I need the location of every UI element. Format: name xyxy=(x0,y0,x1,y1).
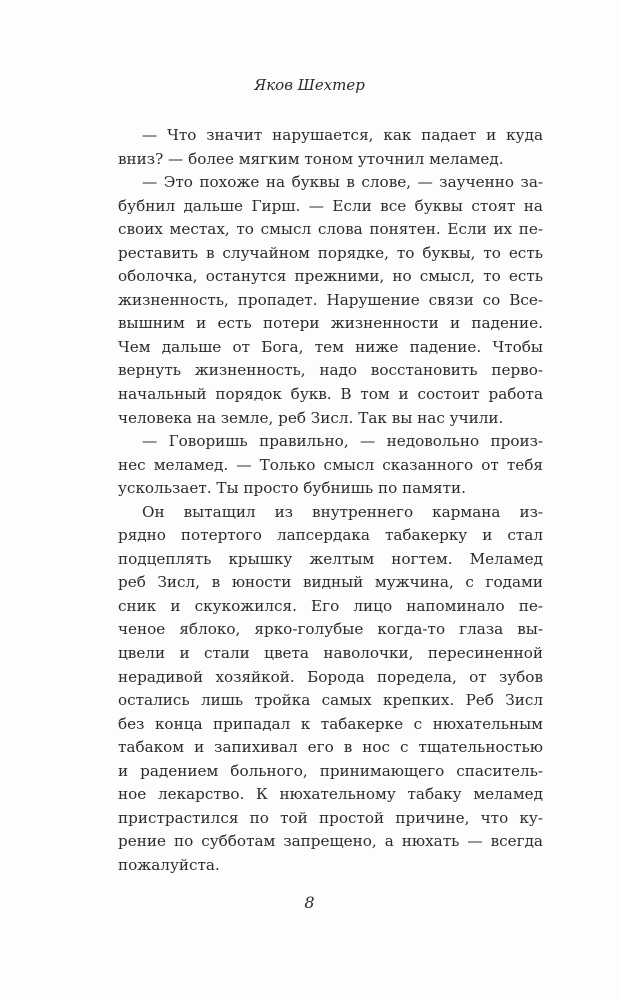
text-line: и радением больного, принимающего спаситель- xyxy=(118,761,543,780)
text-line: своих местах, то смысл слова понятен. Если их пе- xyxy=(118,220,543,239)
text-line: вернуть жизненность, надо восстановить перво- xyxy=(118,361,543,380)
running-head-author: Яков Шехтер xyxy=(254,76,365,94)
page-number: 8 xyxy=(304,893,315,912)
text-line: рение по субботам запрещено, а нюхать — всегда xyxy=(118,832,543,851)
text-line: оболочка, останутся прежними, но смысл, то есть xyxy=(118,267,543,286)
text-line: ное лекарство. К нюхательному табаку меламед xyxy=(118,785,543,804)
text-line: Чем дальше от Бога, тем ниже падение. Чтобы xyxy=(118,337,543,356)
text-line: реставить в случайном порядке, то буквы, то есть xyxy=(118,243,543,262)
body-text xyxy=(118,124,543,878)
text-line: подцеплять крышку желтым ногтем. Меламед xyxy=(118,549,543,568)
paragraph xyxy=(118,171,543,430)
text-line: остались лишь тройка самых крепких. Реб Зисл xyxy=(118,691,543,710)
text-line: нерадивой хозяйкой. Борода поредела, от зубов xyxy=(118,667,543,686)
text-line: Он вытащил из внутреннего кармана из- xyxy=(142,502,543,521)
text-line: пристрастился по той простой причине, что ку- xyxy=(118,808,543,827)
paragraph xyxy=(118,501,543,878)
text-line: пожалуйста. xyxy=(118,855,220,874)
text-line: вниз? — более мягким тоном уточнил меламед. xyxy=(118,149,504,168)
text-line: табаком и запихивал его в нос с тщательностью xyxy=(118,738,543,757)
text-line: ченое яблоко, ярко-голубые когда-то глаза вы- xyxy=(118,620,543,639)
text-line: — Это похоже на буквы в слове, — заученно за- xyxy=(142,173,543,192)
text-line: ускользает. Ты просто бубнишь по памяти. xyxy=(118,479,466,498)
text-line: человека на земле, реб Зисл. Так вы нас учили. xyxy=(118,408,504,427)
text-line: рядно потертого лапсердака табакерку и стал xyxy=(118,526,543,545)
text-line: вышним и есть потери жизненности и падение. xyxy=(118,314,543,333)
text-line: жизненность, пропадет. Нарушение связи со Все- xyxy=(118,290,543,309)
text-line: — Говоришь правильно, — недовольно произ- xyxy=(142,432,543,451)
text-line: — Что значит нарушается, как падает и куда xyxy=(142,126,543,144)
text-line: бубнил дальше Гирш. — Если все буквы стоят на xyxy=(118,196,543,215)
text-line: сник и скукожился. Его лицо напоминало пе- xyxy=(118,596,543,615)
text-line: без конца припадал к табакерке с нюхательным xyxy=(118,714,543,733)
text-line: нес меламед. — Только смысл сказанного от тебя xyxy=(118,455,543,474)
text-line: начальный порядок букв. В том и состоит работа xyxy=(118,385,543,404)
text-line: реб Зисл, в юности видный мужчина, с годами xyxy=(118,573,543,592)
paragraph xyxy=(118,430,543,501)
text-line: цвели и стали цвета наволочки, пересиненной xyxy=(118,644,543,663)
paragraph xyxy=(118,124,543,171)
